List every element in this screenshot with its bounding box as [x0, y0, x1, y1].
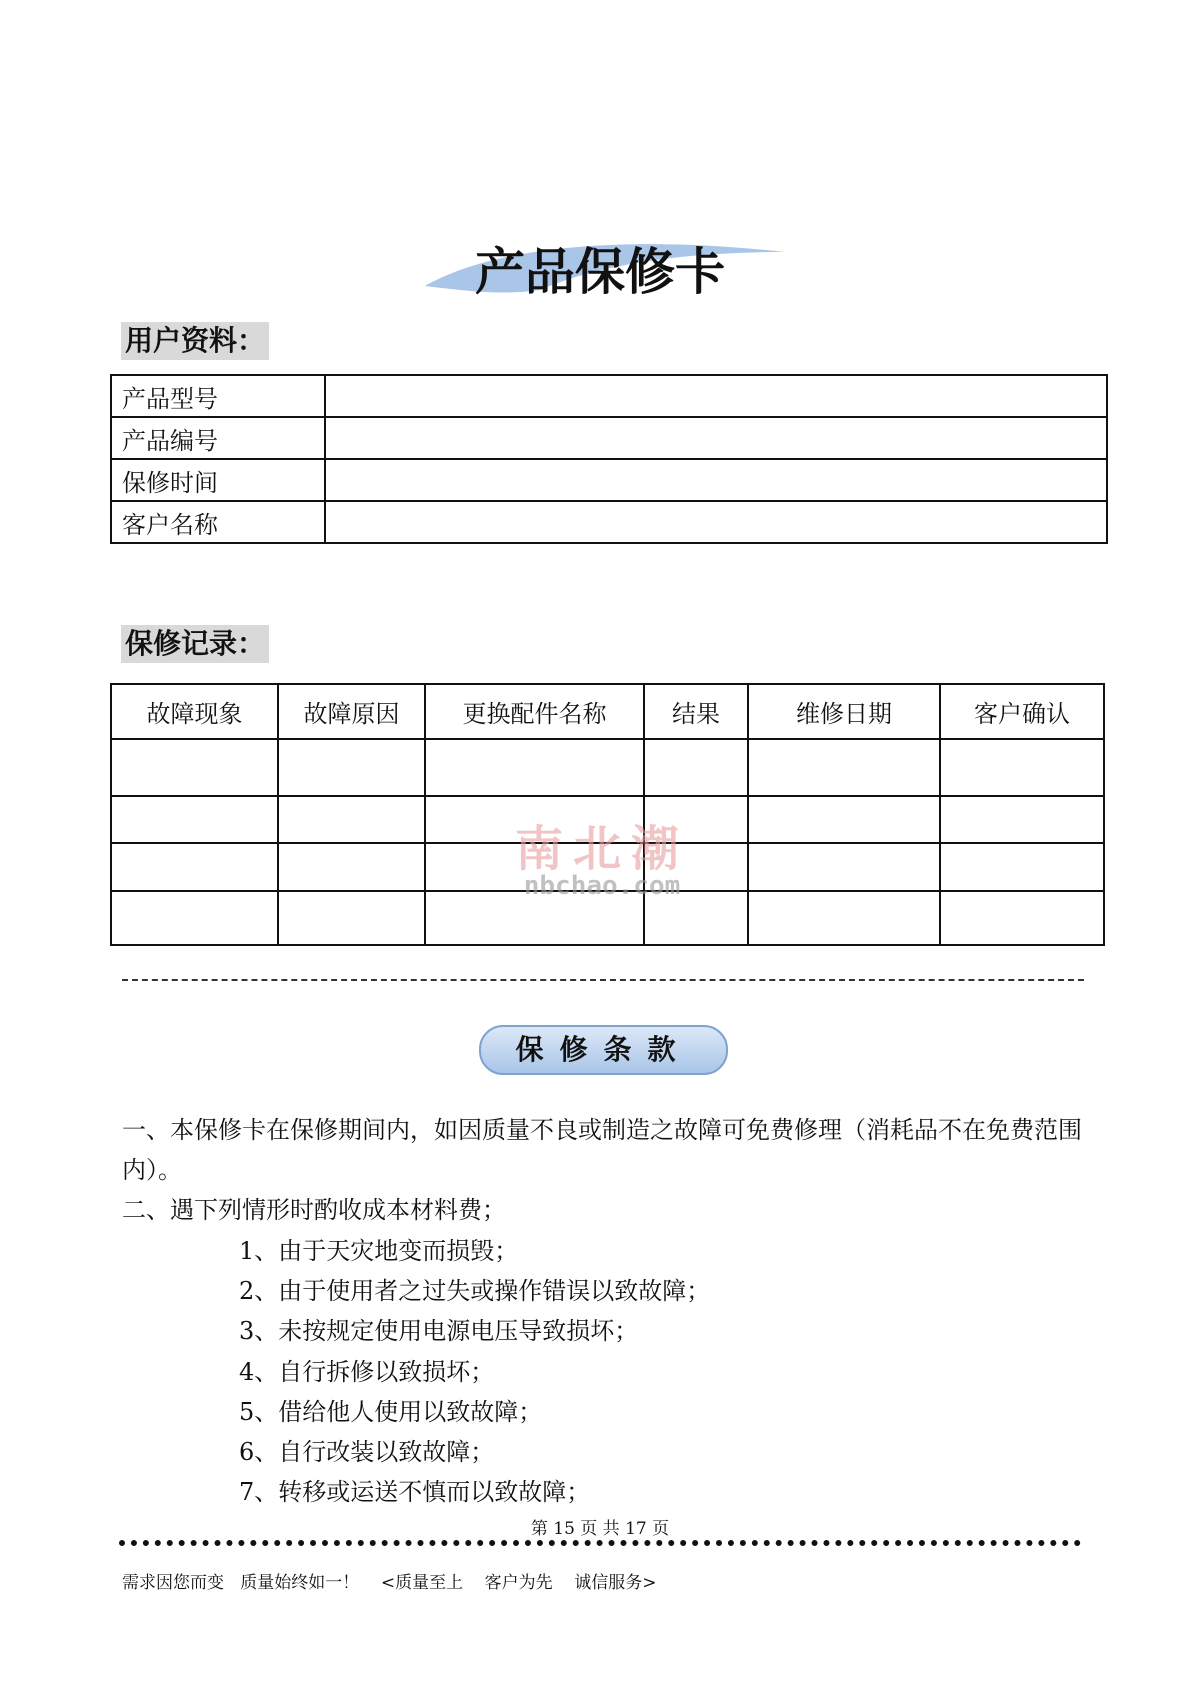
terms-item: 1、由于天灾地变而损毁； — [239, 1237, 519, 1265]
table-row — [111, 501, 1107, 543]
cell[interactable] — [748, 843, 940, 891]
terms-item: 5、借给他人使用以致故障； — [239, 1398, 543, 1426]
user-section-heading: 用户资料： — [121, 322, 269, 360]
cell[interactable] — [940, 796, 1104, 843]
page-number: 第 15 页 共 17 页 — [530, 1519, 670, 1539]
value-cell[interactable] — [325, 501, 1107, 543]
cell[interactable] — [111, 739, 278, 796]
cell[interactable] — [278, 891, 425, 945]
terms-item: 4、自行拆修以致损坏； — [239, 1358, 495, 1386]
cell[interactable] — [278, 843, 425, 891]
row-label: 客户名称 — [111, 501, 325, 543]
watermark-en: nbchao.com — [523, 871, 681, 901]
cell[interactable] — [111, 891, 278, 945]
terms-item: 7、转移或运送不慎而以致故障； — [239, 1478, 591, 1506]
value-cell[interactable] — [325, 459, 1107, 501]
record-section-heading: 保修记录： — [121, 625, 269, 663]
cell[interactable] — [278, 739, 425, 796]
watermark-cn: 南北潮 — [515, 821, 690, 877]
footer-slogan: 需求因您而变 质量始终如一！ <质量至上 客户为先 诚信服务> — [122, 1573, 657, 1593]
terms-line-2: 二、遇下列情形时酌收成本材料费； — [122, 1196, 506, 1224]
cell[interactable] — [425, 739, 644, 796]
column-header: 客户确认 — [940, 684, 1104, 739]
column-header: 故障现象 — [111, 684, 278, 739]
terms-item: 6、自行改装以致故障； — [239, 1438, 495, 1466]
column-header: 结果 — [644, 684, 748, 739]
column-header: 故障原因 — [278, 684, 425, 739]
table-header-row — [111, 684, 1104, 739]
value-cell[interactable] — [325, 375, 1107, 417]
table-row — [111, 375, 1107, 417]
cell[interactable] — [940, 891, 1104, 945]
watermark — [515, 810, 689, 901]
cell[interactable] — [111, 843, 278, 891]
table-row — [111, 459, 1107, 501]
cut-line-divider — [122, 979, 1084, 981]
row-label: 保修时间 — [111, 459, 325, 501]
terms-item: 2、由于使用者之过失或操作错误以致故障； — [239, 1277, 711, 1305]
row-label: 产品型号 — [111, 375, 325, 417]
cell[interactable] — [748, 891, 940, 945]
cell[interactable] — [748, 796, 940, 843]
row-label: 产品编号 — [111, 417, 325, 459]
table-row — [111, 739, 1104, 796]
cell[interactable] — [748, 739, 940, 796]
dotted-divider — [119, 1540, 1081, 1546]
terms-item: 3、未按规定使用电源电压导致损坏； — [239, 1317, 639, 1345]
table-row — [111, 417, 1107, 459]
column-header: 维修日期 — [748, 684, 940, 739]
terms-heading-badge: 保修条款 — [479, 1025, 728, 1075]
cell[interactable] — [644, 739, 748, 796]
terms-line-1: 一、本保修卡在保修期间内，如因质量不良或制造之故障可免费修理（消耗品不在免费范围内）。 — [122, 1116, 1082, 1184]
cell[interactable] — [111, 796, 278, 843]
cell[interactable] — [940, 843, 1104, 891]
user-info-table — [110, 374, 1108, 544]
value-cell[interactable] — [325, 417, 1107, 459]
cell[interactable] — [940, 739, 1104, 796]
page-title: 产品保修卡 — [475, 243, 725, 301]
cell[interactable] — [278, 796, 425, 843]
column-header: 更换配件名称 — [425, 684, 644, 739]
